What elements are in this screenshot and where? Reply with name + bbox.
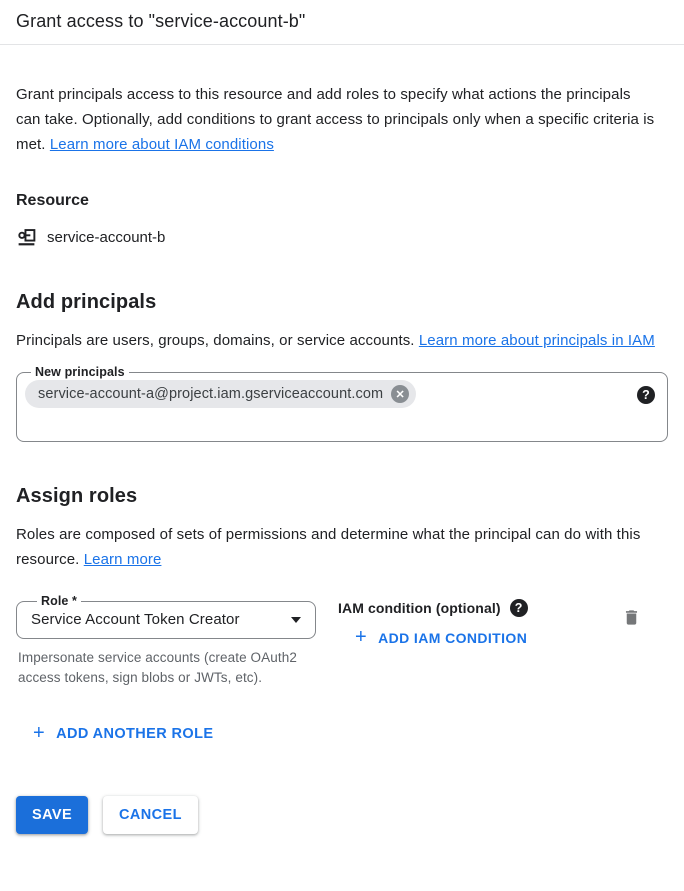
- cancel-button[interactable]: CANCEL: [103, 796, 198, 834]
- resource-row: [16, 227, 668, 248]
- iam-conditions-link[interactable]: Learn more about IAM conditions: [49, 136, 274, 153]
- iam-condition-label: IAM condition (optional): [338, 600, 501, 616]
- service-account-icon: [16, 227, 37, 248]
- help-icon[interactable]: ?: [510, 599, 528, 617]
- new-principals-field[interactable]: [16, 365, 668, 442]
- dialog-footer: [0, 796, 684, 834]
- resource-name: service-account-b: [47, 229, 166, 246]
- add-iam-condition-label: ADD IAM CONDITION: [378, 630, 528, 646]
- add-another-role-label: ADD ANOTHER ROLE: [56, 726, 214, 742]
- add-principals-heading: Add principals: [16, 291, 157, 313]
- role-selected-value: Service Account Token Creator: [31, 611, 240, 628]
- role-select[interactable]: [16, 594, 316, 639]
- plus-icon: +: [355, 626, 368, 648]
- dialog-header: [0, 0, 684, 45]
- save-button[interactable]: SAVE: [16, 796, 88, 834]
- add-another-role-button[interactable]: [33, 722, 214, 744]
- principal-chip-label: service-account-a@project.iam.gserviceaccount.com: [38, 386, 384, 402]
- add-principals-description: [16, 328, 656, 353]
- role-helper-text: Impersonate service accounts (create OAuth2 access tokens, sign blobs or JWTs, etc).: [18, 650, 297, 685]
- delete-role-button[interactable]: [622, 607, 641, 628]
- assign-roles-description: [16, 522, 656, 572]
- intro-text: [16, 82, 656, 157]
- trash-icon: [622, 607, 641, 628]
- add-iam-condition-button[interactable]: [355, 626, 528, 648]
- iam-condition-column: [338, 594, 528, 649]
- resource-heading: Resource: [16, 192, 89, 209]
- roles-learn-more-link[interactable]: Learn more: [83, 551, 162, 568]
- plus-icon: +: [33, 722, 46, 744]
- principals-link[interactable]: Learn more about principals in IAM: [418, 332, 655, 349]
- close-icon[interactable]: ✕: [391, 385, 409, 403]
- arrow-down-icon: [291, 617, 301, 623]
- assign-roles-heading: Assign roles: [16, 485, 138, 507]
- principal-chip: [25, 380, 416, 408]
- dialog-title: Grant access to "service-account-b": [16, 11, 306, 31]
- new-principals-label: New principals: [35, 365, 125, 379]
- help-icon[interactable]: ?: [637, 386, 655, 404]
- roles-description-body: Roles are composed of sets of permissions and determine what the principal can do with this resource.: [16, 526, 641, 568]
- principals-description-body: Principals are users, groups, domains, or service accounts.: [16, 332, 415, 349]
- role-row: [16, 594, 668, 687]
- intro-text-body: Grant principals access to this resource and add roles to specify what actions the principals can take. Optionally, add conditions to grant access to principals only when a specific criteria is met.: [16, 86, 655, 153]
- role-label: Role *: [41, 594, 78, 608]
